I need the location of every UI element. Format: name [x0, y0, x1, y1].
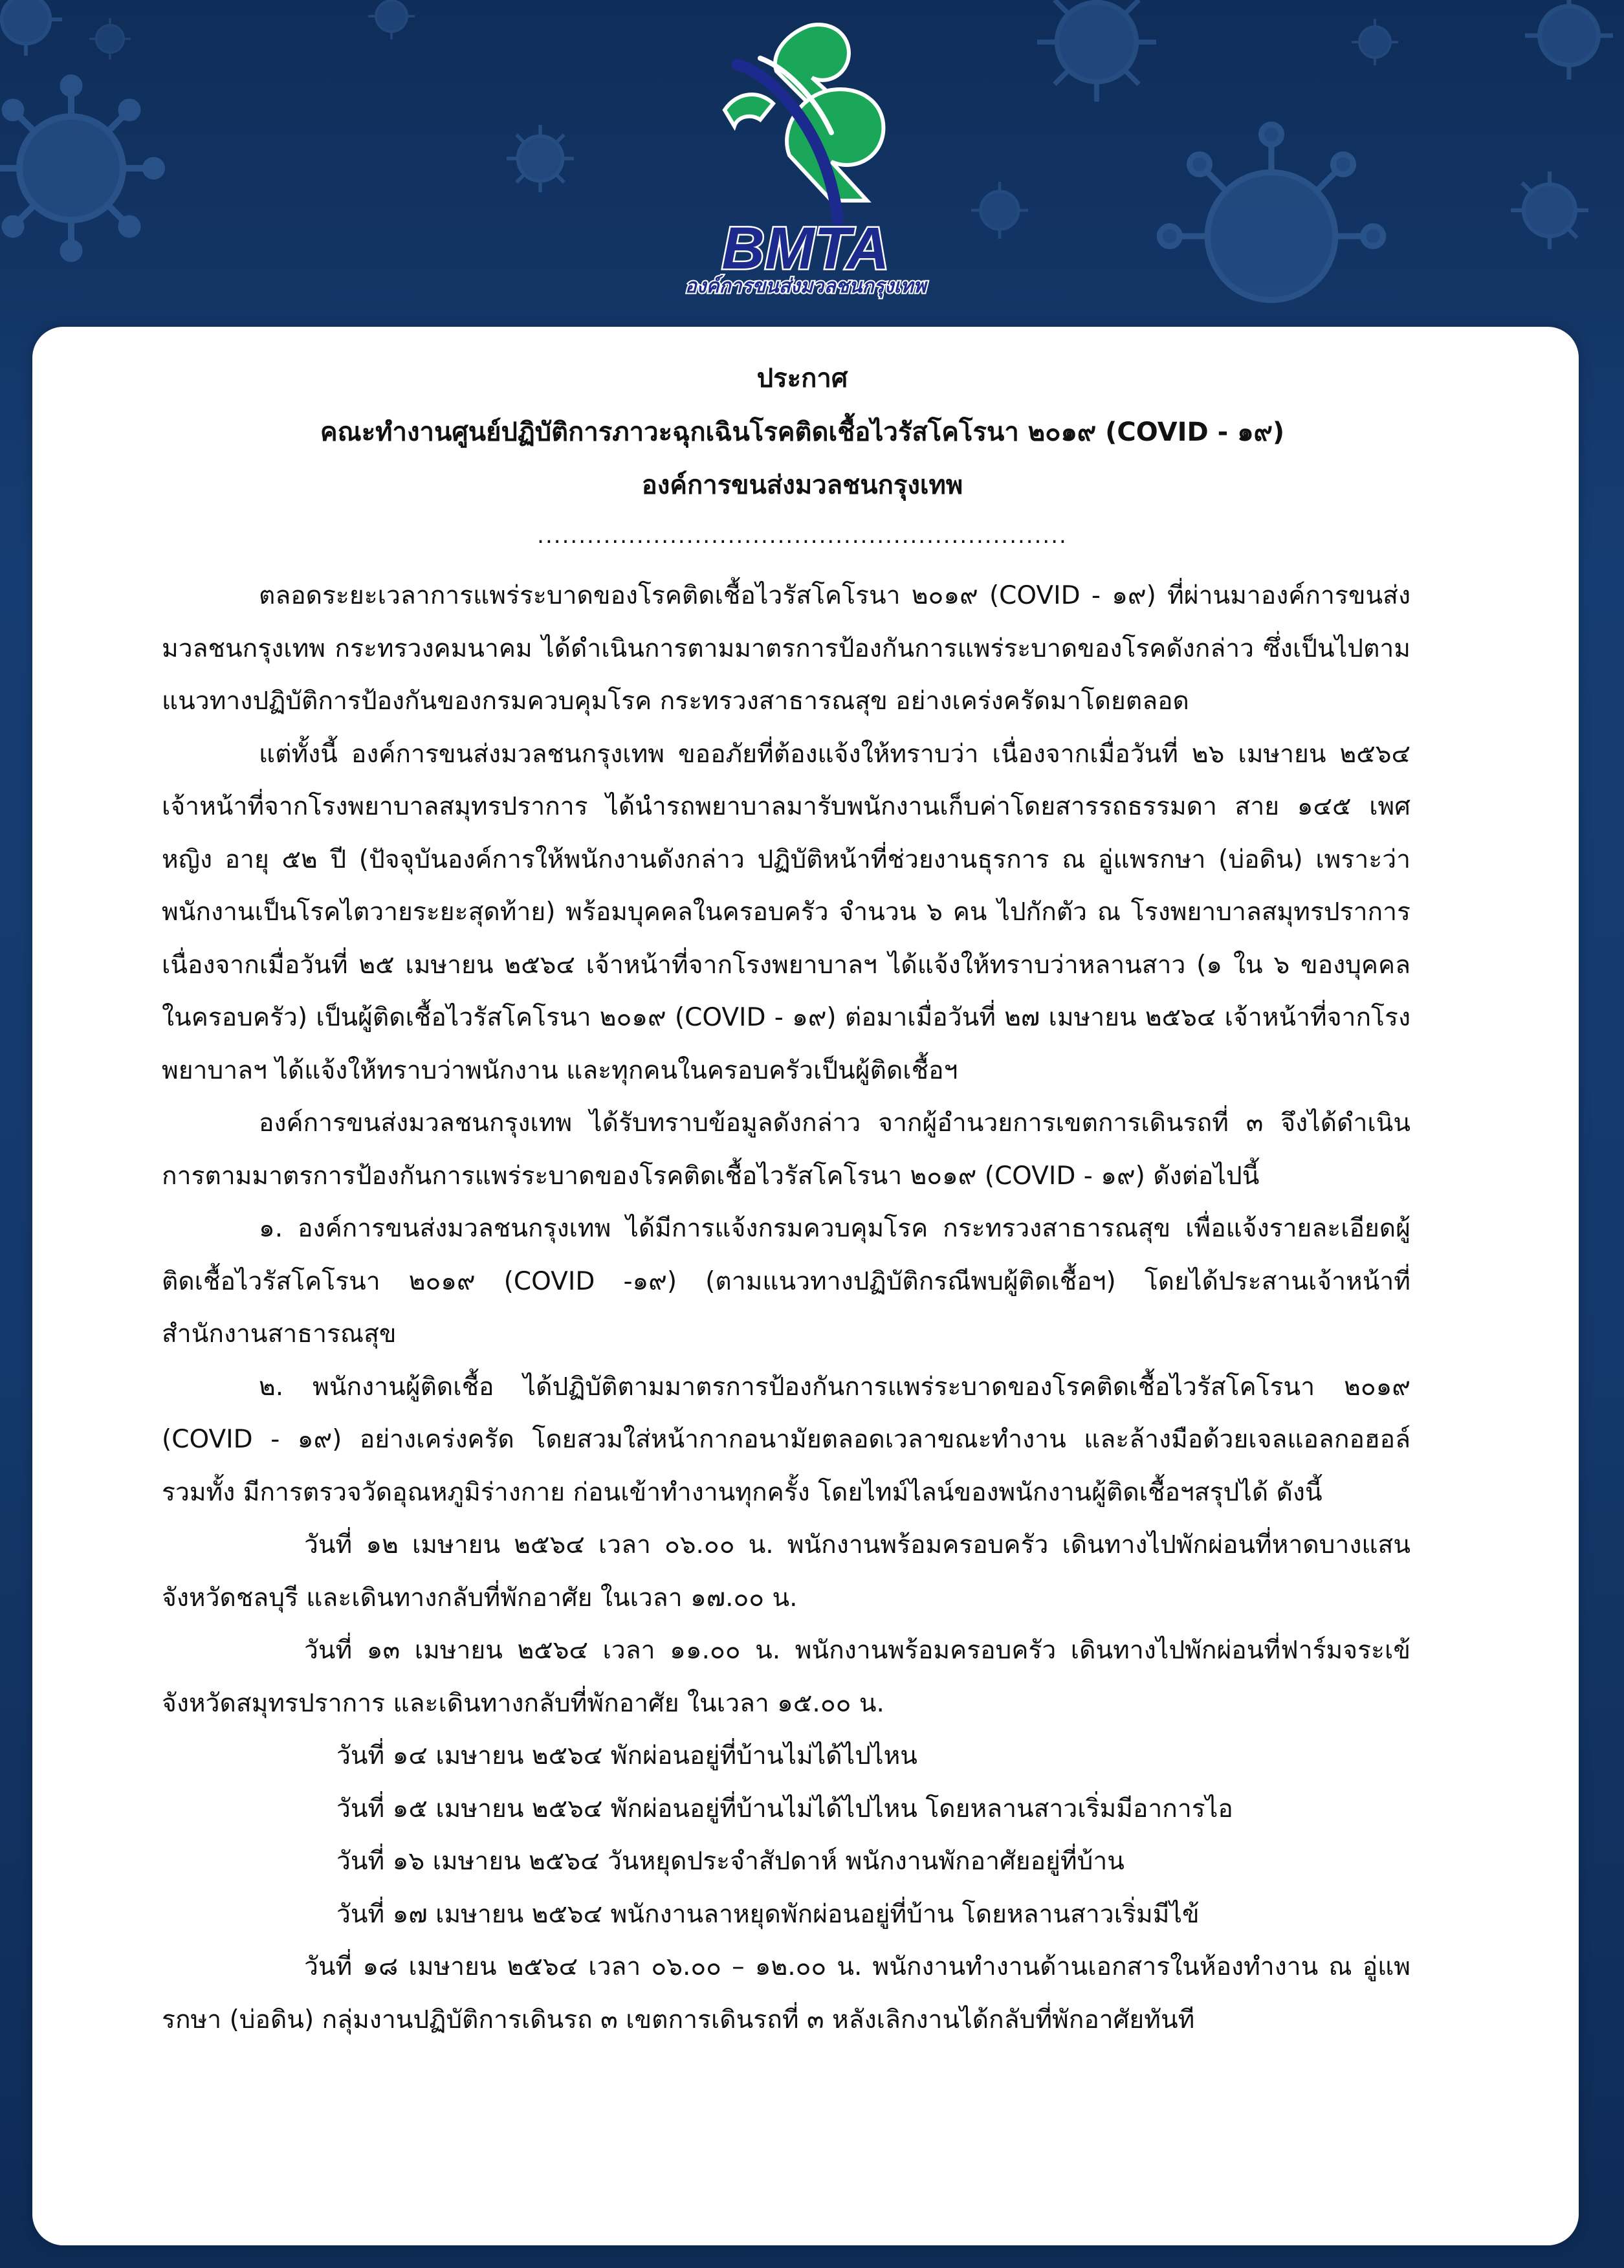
paragraph-measure-1: ๑. องค์การขนส่งมวลชนกรุงเทพ ได้มีการแจ้งกรมควบคุมโรค กระทรวงสาธารณสุข เพื่อแจ้งรายละเอียดผู้ติดเชื้อไวรัสโคโรนา ๒๐๑๙ (COVID -๑๙) (ตามแนวทางปฏิบัติกรณีพบผู้ติดเชื้อฯ) โดยได้ประสานเจ้าหน้าที่สำนักงานสาธารณสุข	[162, 1214, 1410, 1349]
timeline-item: วันที่ ๑๗ เมษายน ๒๕๖๔ พนักงานลาหยุดพักผ่อนอยู่ที่บ้าน โดยหลานสาวเริ่มมีไข้	[336, 1899, 1200, 1929]
timeline-item: วันที่ ๑๒ เมษายน ๒๕๖๔ เวลา ๐๖.๐๐ น. พนักงานพร้อมครอบครัว เดินทางไปพักผ่อนที่หาดบางแสน จังหวัดชลบุรี และเดินทางกลับที่พักอาศัย ในเวลา ๑๗.๐๐ น.	[162, 1530, 1410, 1613]
virus-icon	[1022, 0, 1171, 116]
timeline-item: วันที่ ๑๘ เมษายน ๒๕๖๔ เวลา ๐๖.๐๐ – ๑๒.๐๐ น. พนักงานทำงานด้านเอกสารในห้องทำงาน ณ อู่แพรกษา (บ่อดิน) กลุ่มงานปฏิบัติการเดินรถ ๓ เขตการเดินรถที่ ๓ หลังเลิกงานได้กลับที่พักอาศัยทันที	[162, 1952, 1410, 2034]
paragraph-incident: แต่ทั้งนี้ องค์การขนส่งมวลชนกรุงเทพ ขออภัยที่ต้องแจ้งให้ทราบว่า เนื่องจากเมื่อวันที่ ๒๖ เมษายน ๒๕๖๔ เจ้าหน้าที่จากโรงพยาบาลสมุทรปราการ ได้นำรถพยาบาลมารับพนักงานเก็บค่าโดยสารรถธรรมดา สาย ๑๔๕ เพศหญิง อายุ ๕๒ ปี (ปัจจุบันองค์การให้พนักงานดังกล่าว ปฏิบัติหน้าที่ช่วยงานธุรการ ณ อู่แพรกษา (บ่อดิน) เพราะว่าพนักงานเป็นโรคไตวายระยะสุดท้าย) พร้อมบุคคลในครอบครัว จำนวน ๖ คน ไปกักตัว ณ โรงพยาบาลสมุทรปราการ เนื่องจากเมื่อวันที่ ๒๕ เมษายน ๒๕๖๔ เจ้าหน้าที่จากโรงพยาบาลฯ ได้แจ้งให้ทราบว่าหลานสาว (๑ ใน ๖ ของบุคคลในครอบครัว) เป็นผู้ติดเชื้อไวรัสโคโรนา ๒๐๑๙ (COVID - ๑๙) ต่อมาเมื่อวันที่ ๒๗ เมษายน ๒๕๖๔ เจ้าหน้าที่จากโรงพยาบาลฯ ได้แจ้งให้ทราบว่าพนักงาน และทุกคนในครอบครัวเป็นผู้ติดเชื้อฯ	[162, 739, 1410, 1085]
bmta-logo	[685, 13, 927, 298]
virus-icon	[362, 0, 421, 45]
virus-icon	[0, 0, 71, 65]
announcement-title: ประกาศ	[756, 364, 848, 393]
divider-dots: ................................................................	[537, 523, 1068, 549]
logo-acronym: BMTA	[721, 215, 890, 281]
timeline-item: วันที่ ๑๕ เมษายน ๒๕๖๔ พักผ่อนอยู่ที่บ้านไม่ได้ไปไหน โดยหลานสาวเริ่มมีอาการไอ	[336, 1794, 1233, 1823]
logo-org-name: องค์การขนส่งมวลชนกรุงเทพ	[685, 275, 927, 298]
virus-icon	[1152, 116, 1391, 356]
virus-icon	[1346, 13, 1404, 71]
announcement-body	[162, 569, 1410, 2046]
timeline-item: วันที่ ๑๓ เมษายน ๒๕๖๔ เวลา ๑๑.๐๐ น. พนักงานพร้อมครอบครัว เดินทางไปพักผ่อนที่ฟาร์มจระเข้ จังหวัดสมุทรปราการ และเดินทางกลับที่พักอาศัย ในเวลา ๑๕.๐๐ น.	[162, 1636, 1410, 1718]
announcement-org: องค์การขนส่งมวลชนกรุงเทพ	[641, 470, 963, 500]
paragraph-measure-2: ๒. พนักงานผู้ติดเชื้อ ได้ปฏิบัติตามมาตรการป้องกันการแพร่ระบาดของโรคติดเชื้อไวรัสโคโรนา ๒๐๑๙ (COVID - ๑๙) อย่างเคร่งครัด โดยสวมใส่หน้ากากอนามัยตลอดเวลาขณะทำงาน และล้างมือด้วยเจลแอลกอฮอล์ รวมทั้ง มีการตรวจวัดอุณหภูมิร่างกาย ก่อนเข้าทำงานทุกครั้ง โดยไทม์ไลน์ของพนักงานผู้ติดเชื้อฯสรุปได้ ดังนี้	[162, 1372, 1410, 1507]
paragraph-intro: ตลอดระยะเวลาการแพร่ระบาดของโรคติดเชื้อไวรัสโคโรนา ๒๐๑๙ (COVID - ๑๙) ที่ผ่านมาองค์การขนส่งมวลชนกรุงเทพ กระทรวงคมนาคม ได้ดำเนินการตามมาตรการป้องกันการแพร่ระบาดของโรคดังกล่าว ซึ่งเป็นไปตามแนวทางปฏิบัติการป้องกันของกรมควบคุมโรค กระทรวงสาธารณสุข อย่างเคร่งครัดมาโดยตลอด	[162, 581, 1410, 716]
timeline-item: วันที่ ๑๔ เมษายน ๒๕๖๔ พักผ่อนอยู่ที่บ้านไม่ได้ไปไหน	[336, 1741, 917, 1770]
logo-mark-icon	[725, 25, 883, 220]
virus-icon	[1514, 0, 1624, 91]
announcement-subtitle: คณะทำงานศูนย์ปฏิบัติการภาวะฉุกเฉินโรคติดเชื้อไวรัสโคโรนา ๒๐๑๙ (COVID - ๑๙)	[320, 417, 1285, 447]
virus-icon	[0, 71, 168, 265]
virus-icon	[1501, 162, 1598, 259]
virus-icon	[498, 116, 582, 201]
virus-icon	[84, 13, 136, 65]
virus-icon	[964, 175, 1035, 246]
paragraph-measures: องค์การขนส่งมวลชนกรุงเทพ ได้รับทราบข้อมูลดังกล่าว จากผู้อำนวยการเขตการเดินรถที่ ๓ จึงได้ดำเนินการตามมาตรการป้องกันการแพร่ระบาดของโรคติดเชื้อไวรัสโคโรนา ๒๐๑๙ (COVID - ๑๙) ดังต่อไปนี้	[162, 1108, 1410, 1191]
timeline-item: วันที่ ๑๖ เมษายน ๒๕๖๔ วันหยุดประจำสัปดาห์ พนักงานพักอาศัยอยู่ที่บ้าน	[336, 1847, 1125, 1876]
